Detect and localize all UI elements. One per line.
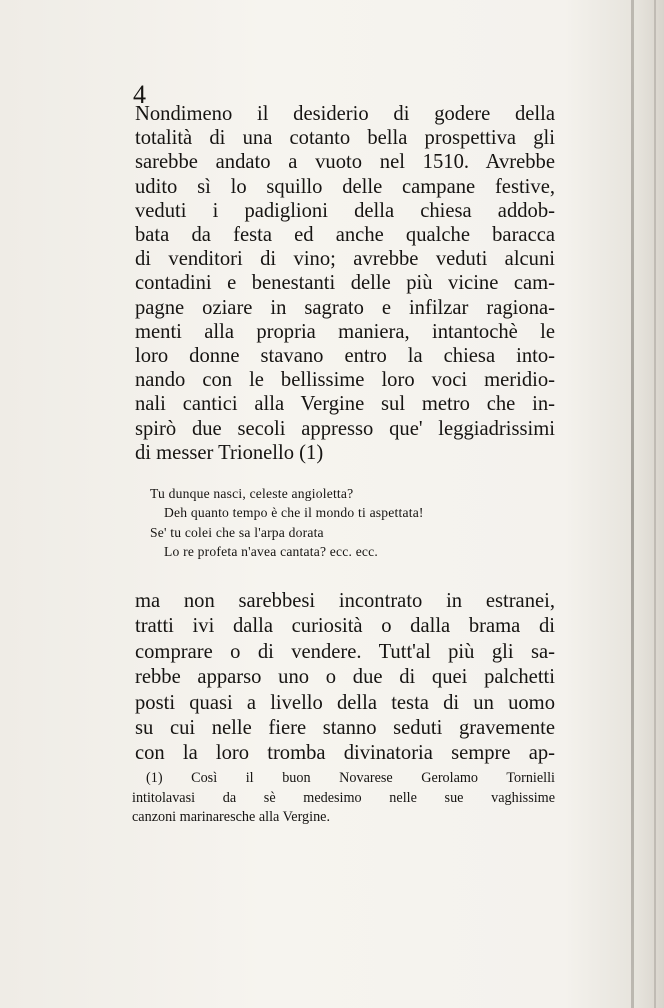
text-line: comprare o di vendere. Tutt'al più gli sa- [135,640,555,663]
text-line: con la loro tromba divinatoria sempre ap- [135,742,555,765]
text-line: rebbe apparso uno o due di quei palchetti [135,666,555,689]
verse-line: Deh quanto tempo è che il mondo ti aspettata! [164,505,424,521]
text-line: totalità di una cotanto bella prospettiva gli [135,127,555,150]
text-line: su cui nelle fiere stanno seduti gravemente [135,717,555,740]
text-line: Nondimeno il desiderio di godere della [135,103,555,125]
page-number: 4 [133,80,146,109]
text-line: contadini e benestanti delle più vicine cam- [135,272,555,295]
footnote-line: intitolavasi da sè medesimo nelle sue vaghissime [132,789,555,806]
text-line: udito sì lo squillo delle campane festive, [135,175,555,198]
text-line: nando con le bellissime loro voci meridio- [135,369,555,392]
page-spine-shadow [631,0,634,1008]
text-line: loro donne stavano entro la chiesa into- [135,345,555,368]
verse-line: Lo re profeta n'avea cantata? ecc. ecc. [164,544,379,560]
text-line: tratti ivi dalla curiosità o dalla brama di [135,615,555,638]
main-paragraph [135,102,555,465]
text-line: pagne oziare in sagrato e infilzar ragiona- [135,296,555,319]
footnote-line: canzoni marinaresche alla Vergine. [132,809,331,826]
footnote-line: (1) Così il buon Novarese Gerolamo Tornielli [146,770,555,786]
text-line: posti quasi a livello della testa di un uomo [135,691,555,714]
text-line: nali cantici alla Vergine sul metro che in- [135,393,555,416]
text-line: ma non sarebbesi incontrato in estranei, [135,590,555,612]
text-line: di venditori di vino; avrebbe veduti alcuni [135,248,555,271]
verse-quotation [150,484,550,562]
text-line: sarebbe andato a vuoto nel 1510. Avrebbe [135,151,555,174]
footnote [132,769,555,828]
verse-line: Se' tu colei che sa l'arpa dorata [150,524,324,540]
text-line: menti alla propria maniera, intantochè le [135,320,555,343]
page-edge-shadow [654,0,656,1008]
text-line: di messer Trionello (1) [135,441,324,464]
text-line: bata da festa ed anche qualche baracca [135,224,555,247]
text-line: spirò due secoli appresso que' leggiadrissimi [135,417,555,440]
second-paragraph [135,589,555,767]
text-line: veduti i padiglioni della chiesa addob- [135,199,555,222]
verse-line: Tu dunque nasci, celeste angioletta? [150,486,354,501]
